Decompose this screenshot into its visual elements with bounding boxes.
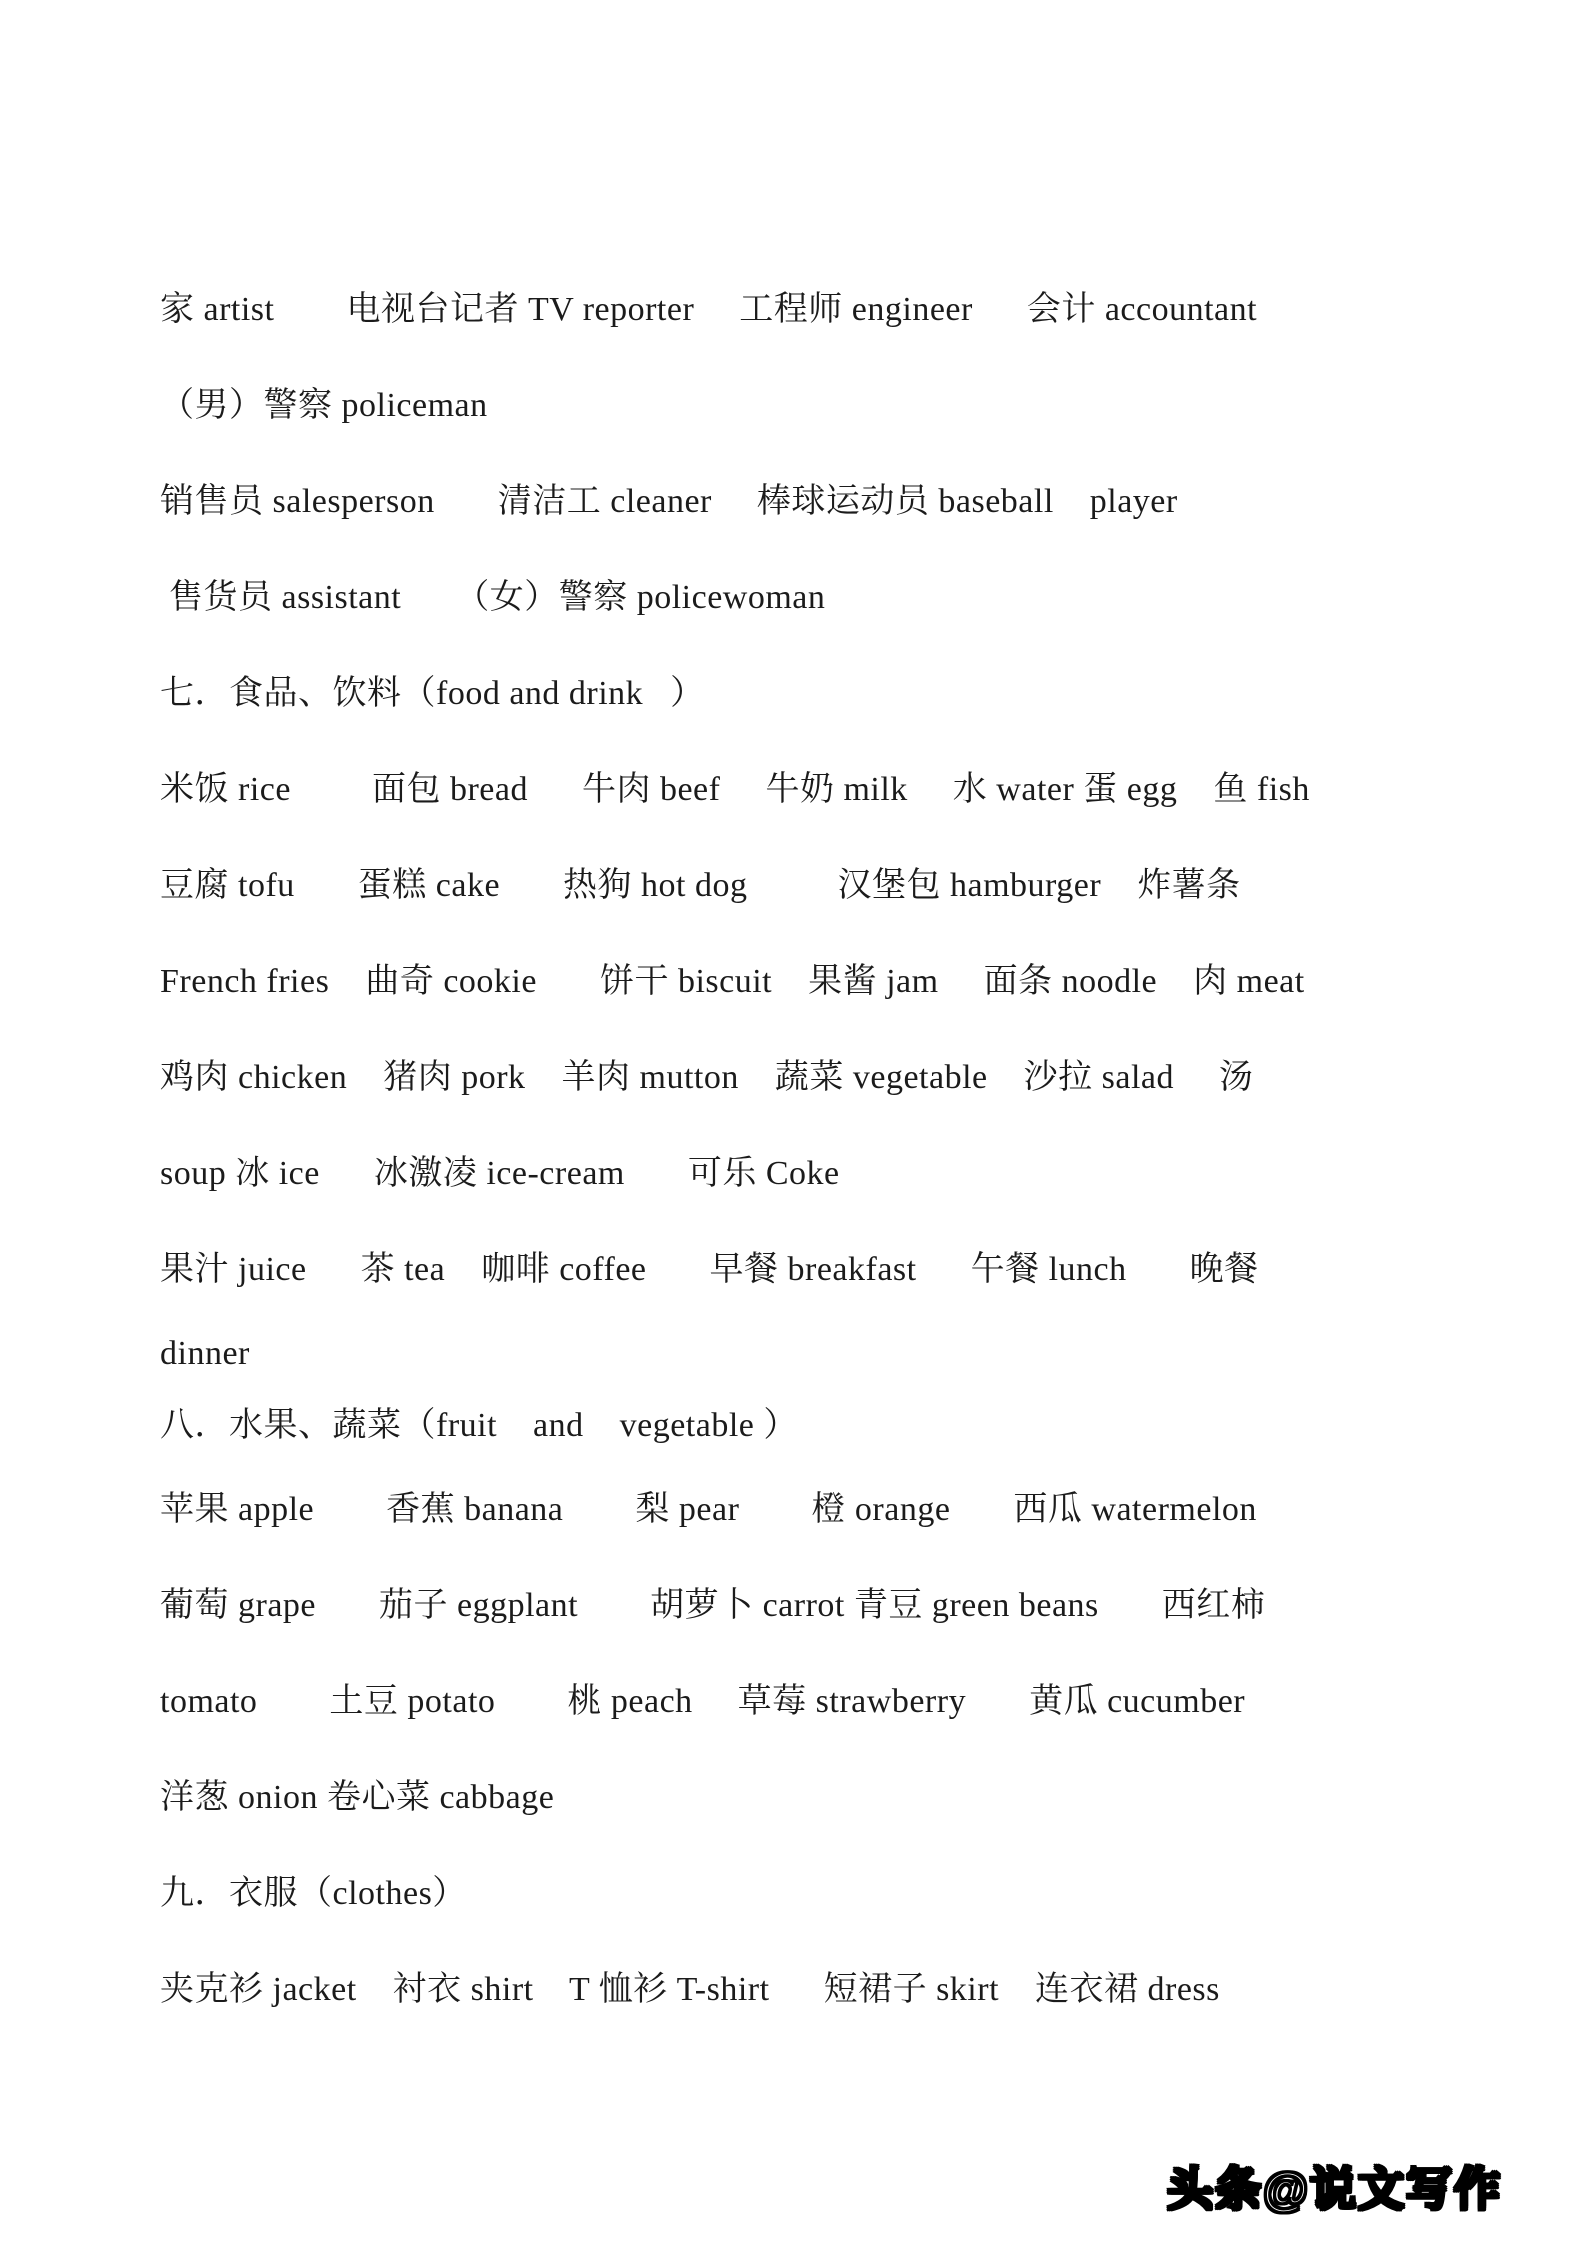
doc-line: （男）警察 policeman — [160, 387, 488, 424]
doc-line: soup 冰 ice 冰激凌 ice-cream 可乐 Coke — [160, 1155, 840, 1192]
doc-line: dinner — [160, 1335, 250, 1372]
doc-line: tomato 土豆 potato 桃 peach 草莓 strawberry 黄瓜 cucumber — [160, 1683, 1246, 1720]
section-heading-food-and-drink: 七．食品、饮料（food and drink ） — [160, 675, 705, 712]
section-heading-fruit-and-vegetable: 八．水果、蔬菜（fruit and vegetable ） — [160, 1407, 798, 1444]
doc-line: French fries 曲奇 cookie 饼干 biscuit 果酱 jam 面条 noodle 肉 meat — [160, 963, 1305, 1000]
doc-line: 夹克衫 jacket 衬衣 shirt T 恤衫 T-shirt 短裙子 skirt 连衣裙 dress — [160, 1971, 1220, 2008]
doc-line: 葡萄 grape 茄子 eggplant 胡萝卜 carrot 青豆 green beans 西红柿 — [160, 1587, 1266, 1624]
doc-line: 鸡肉 chicken 猪肉 pork 羊肉 mutton 蔬菜 vegetable 沙拉 salad 汤 — [160, 1059, 1254, 1096]
doc-line: 家 artist 电视台记者 TV reporter 工程师 engineer 会计 accountant — [160, 291, 1258, 328]
doc-line: 米饭 rice 面包 bread 牛肉 beef 牛奶 milk 水 water 蛋 egg 鱼 fish — [160, 771, 1310, 808]
doc-line: 售货员 assistant （女）警察 policewoman — [160, 579, 826, 616]
doc-line: 洋葱 onion 卷心菜 cabbage — [160, 1779, 555, 1816]
doc-line: 苹果 apple 香蕉 banana 梨 pear 橙 orange 西瓜 watermelon — [160, 1491, 1257, 1528]
doc-line: 豆腐 tofu 蛋糕 cake 热狗 hot dog 汉堡包 hamburger 炸薯条 — [160, 867, 1241, 904]
doc-line: 销售员 salesperson 清洁工 cleaner 棒球运动员 baseball player — [160, 483, 1178, 520]
section-heading-clothes: 九．衣服（clothes） — [160, 1875, 467, 1912]
toutiao-watermark: 头条@说文写作 — [1167, 2163, 1502, 2215]
doc-line: 果汁 juice 茶 tea 咖啡 coffee 早餐 breakfast 午餐 lunch 晚餐 — [160, 1251, 1259, 1288]
